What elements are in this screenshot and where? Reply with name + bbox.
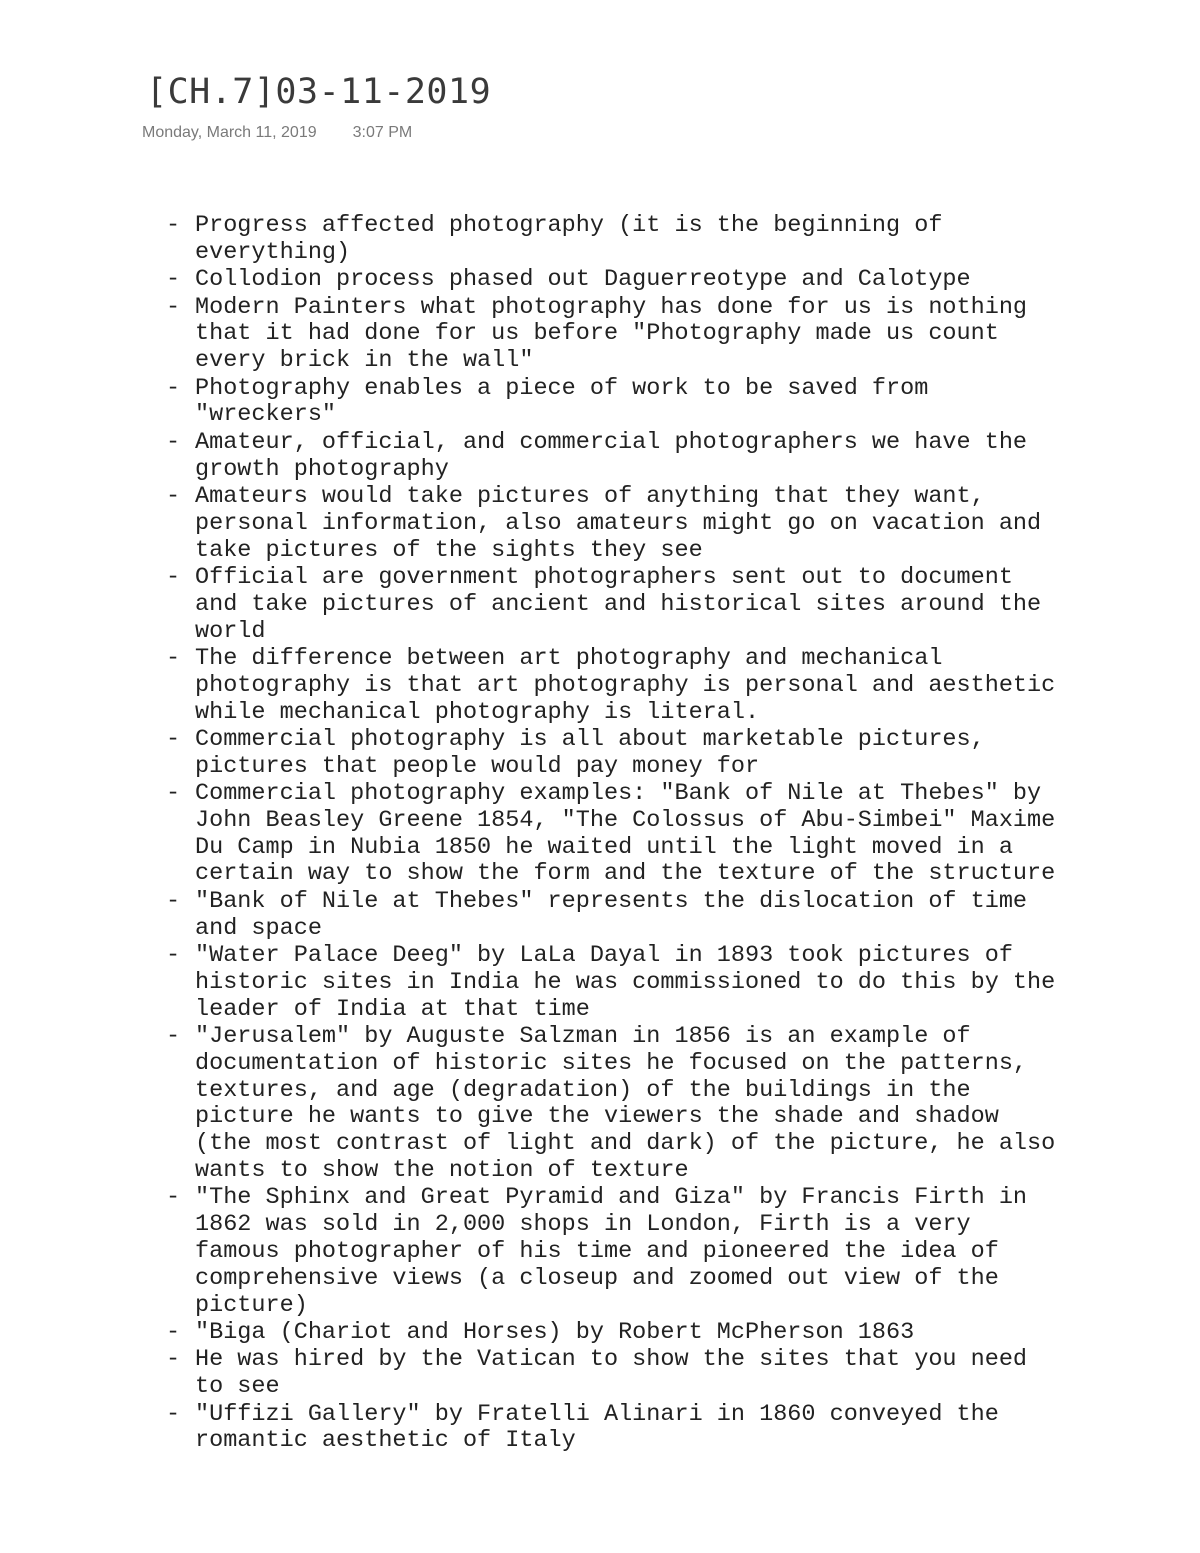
list-item: - Official are government photographers sent out to document and take pictures of ancient and historical sites around the world [166, 565, 1066, 645]
note-timestamp [142, 124, 412, 142]
list-item: - "Water Palace Deeg" by LaLa Dayal in 1893 took pictures of historic sites in India he was commissioned to do this by the leader of India at that time [166, 943, 1066, 1023]
list-item: - Progress affected photography (it is the beginning of everything) [166, 213, 1066, 267]
list-item: - Modern Painters what photography has done for us is nothing that it had done for us before "Photography made us count every brick in the wall" [166, 295, 1066, 375]
note-date: Monday, March 11, 2019 [142, 124, 317, 141]
list-item: - "Bank of Nile at Thebes" represents the dislocation of time and space [166, 889, 1066, 943]
list-item: - Amateur, official, and commercial photographers we have the growth photography [166, 430, 1066, 484]
list-item: - He was hired by the Vatican to show the sites that you need to see [166, 1347, 1066, 1401]
list-item: - "Uffizi Gallery" by Fratelli Alinari in 1860 conveyed the romantic aesthetic of Italy [166, 1402, 1066, 1456]
list-item: - Commercial photography examples: "Bank of Nile at Thebes" by John Beasley Greene 1854, "The Colossus of Abu-Simbei" Maxime Du Camp in Nubia 1850 he waited until the light moved in a certain way to show the form and the texture of the structure [166, 781, 1066, 888]
list-item: - Amateurs would take pictures of anything that they want, personal information, also amateurs might go on vacation and take pictures of the sights they see [166, 484, 1066, 564]
note-bullet-list [166, 213, 1066, 1456]
list-item: - "The Sphinx and Great Pyramid and Giza" by Francis Firth in 1862 was sold in 2,000 shops in London, Firth is a very famous photographer of his time and pioneered the idea of comprehensive views (a closeup and zoomed out view of the picture) [166, 1185, 1066, 1319]
note-title: [CH.7]03-11-2019 [146, 72, 492, 112]
list-item: - Commercial photography is all about marketable pictures, pictures that people would pay money for [166, 727, 1066, 781]
list-item: - Collodion process phased out Daguerreotype and Calotype [166, 267, 1066, 294]
list-item: - "Jerusalem" by Auguste Salzman in 1856 is an example of documentation of historic sites he focused on the patterns, textures, and age (degradation) of the buildings in the picture he wants to give the viewers the shade and shadow (the most contrast of light and dark) of the picture, he also wants to show the notion of texture [166, 1024, 1066, 1185]
list-item: - "Biga (Chariot and Horses) by Robert McPherson 1863 [166, 1320, 1066, 1347]
note-time: 3:07 PM [352, 124, 413, 141]
list-item: - The difference between art photography and mechanical photography is that art photography is personal and aesthetic while mechanical photography is literal. [166, 646, 1066, 726]
list-item: - Photography enables a piece of work to be saved from "wreckers" [166, 376, 1066, 430]
